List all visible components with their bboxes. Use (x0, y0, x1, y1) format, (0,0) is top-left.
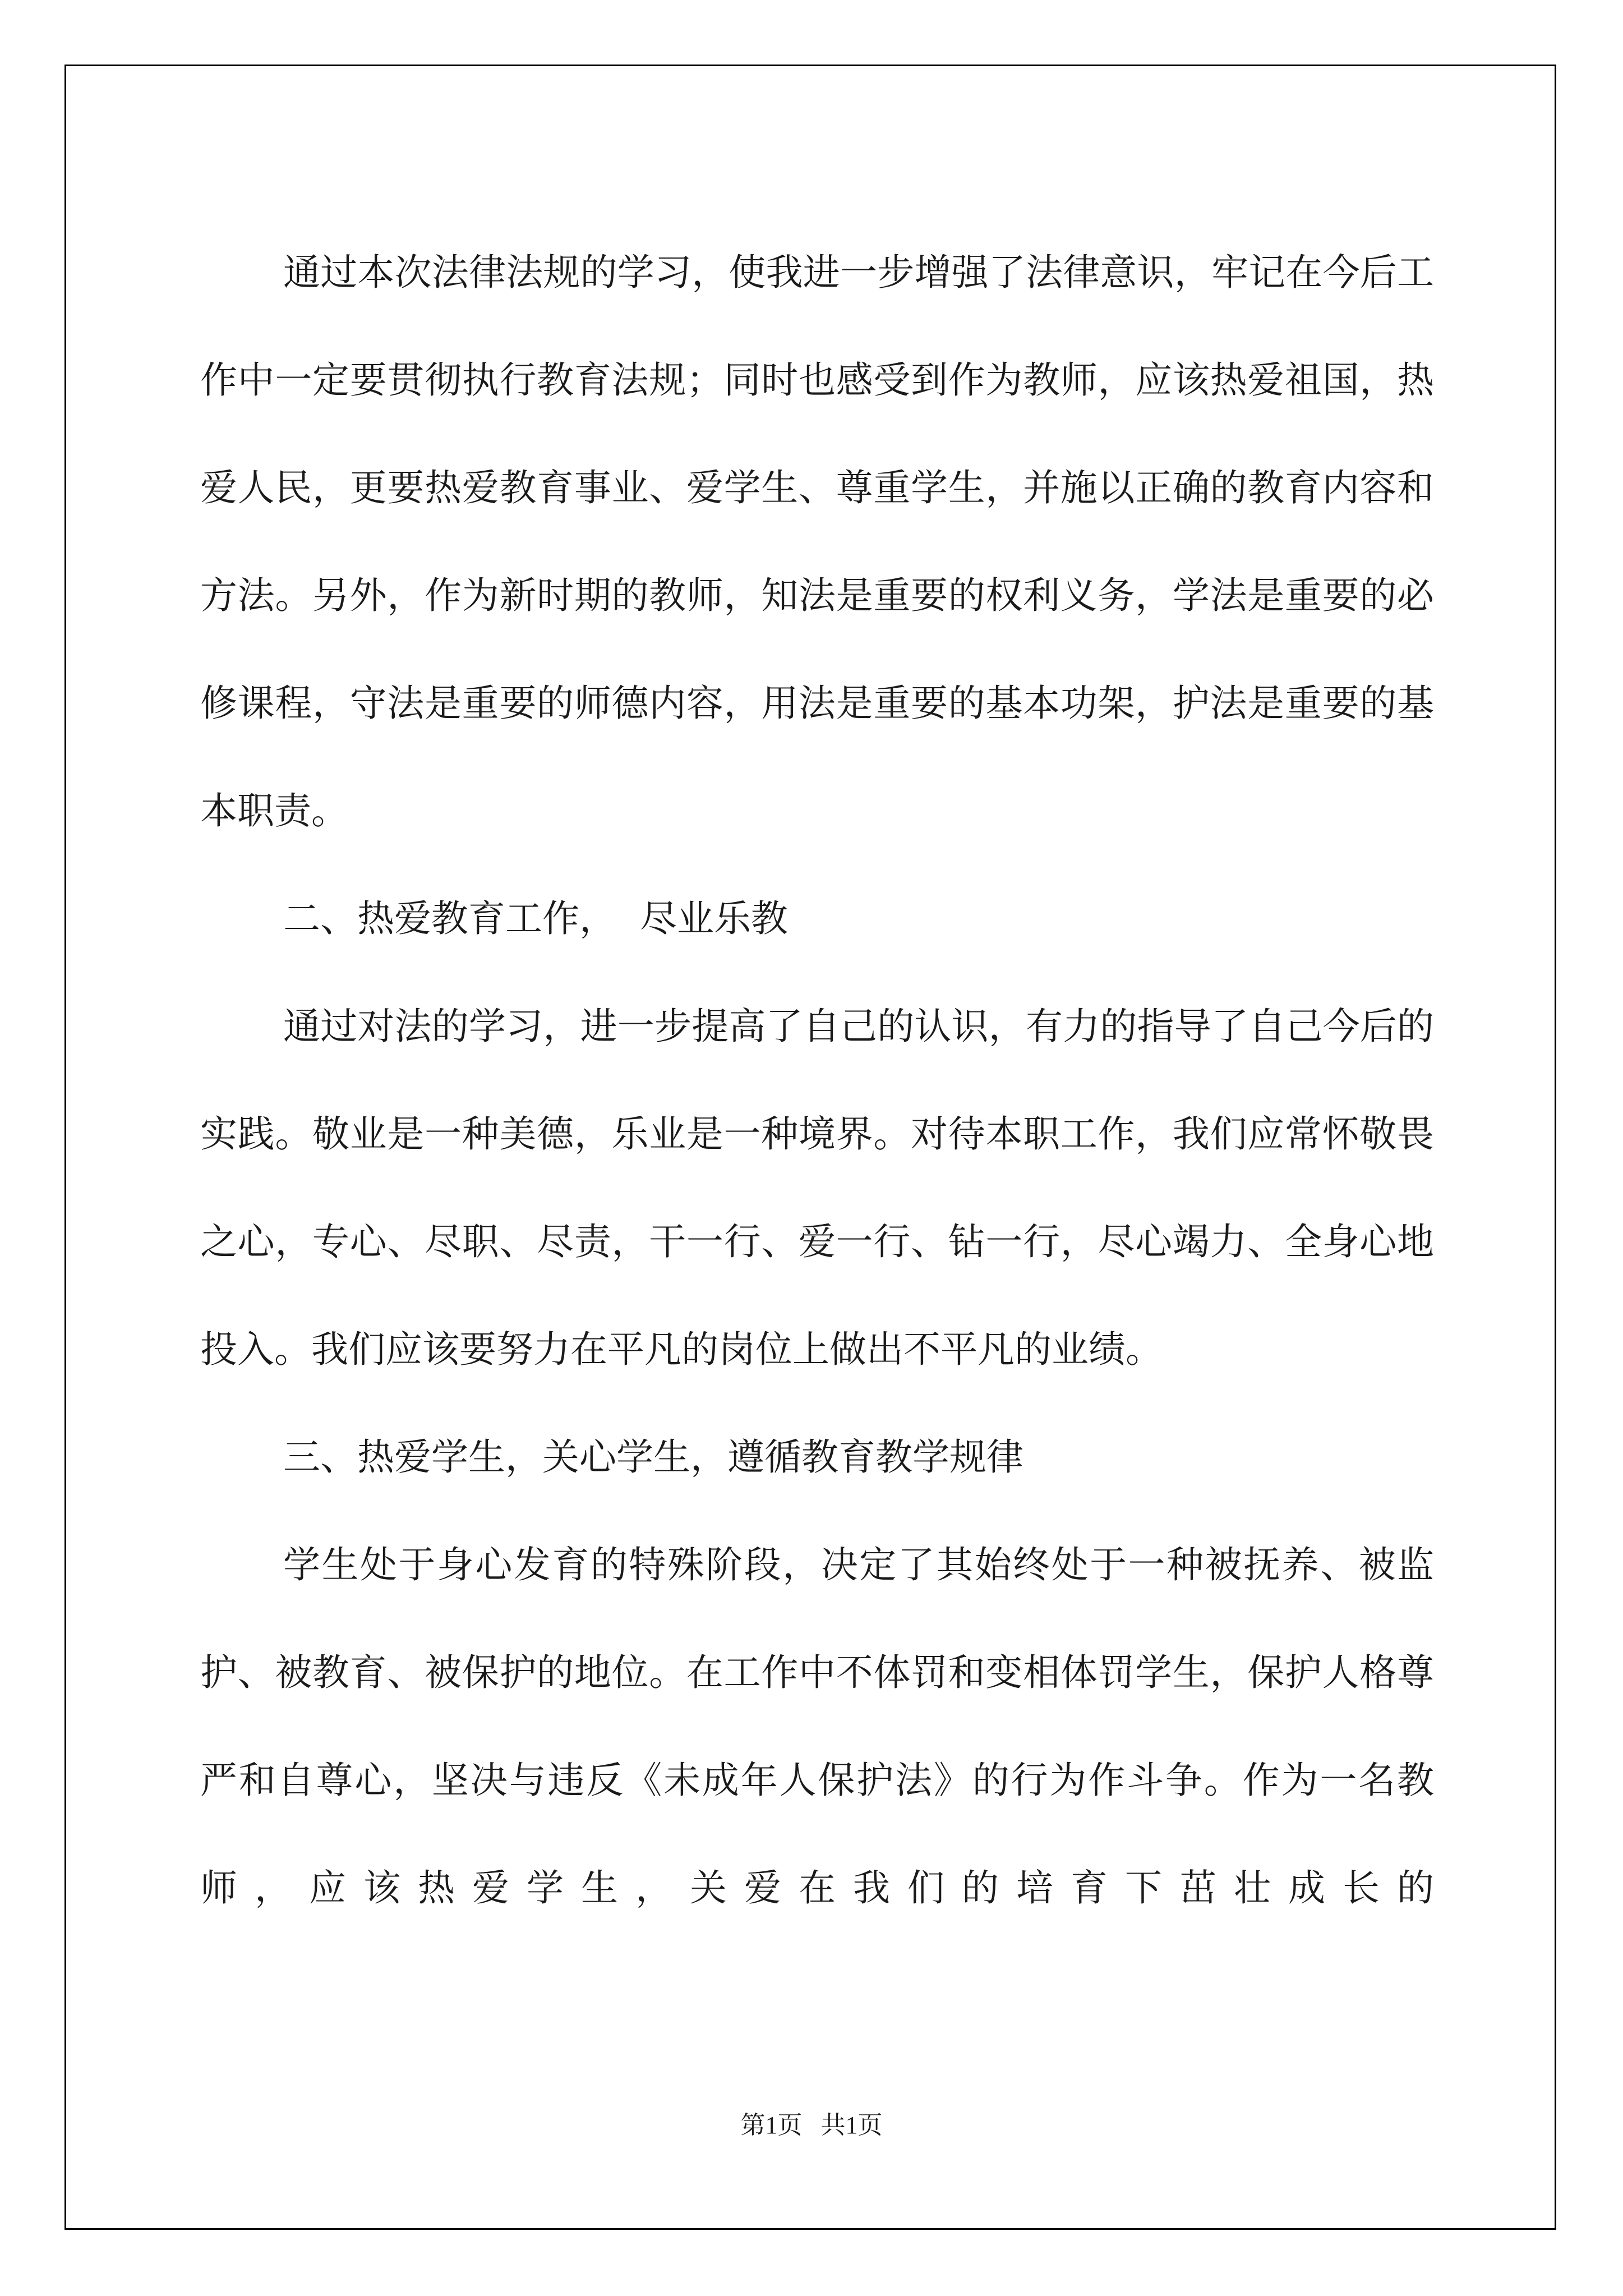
section-heading-3: 三、热爱学生，关心学生，遵循教育教学规律 (283, 1435, 1023, 1479)
paragraph-law-study: 通过本次法律法规的学习，使我进一步增强了法律意识，牢记在今后工作中一定要贯彻执行教育法规；同时也感受到作为教师，应该热爱祖国，热爱人民，更要热爱教育事业、爱学生、尊重学生，并施以正确的教育内容和方法。另外，作为新时期的教师，知法是重要的权利义务，学法是重要的必修课程，守法是重要的师德内容，用法是重要的基本功架，护法是重要的基本职责。 (200, 251, 1434, 832)
paragraph-dedication: 通过对法的学习，进一步提高了自己的认识，有力的指导了自己今后的实践。敬业是一种美德，乐业是一种境界。对待本职工作，我们应常怀敬畏之心，专心、尽职、尽责，干一行、爱一行、钻一行，尽心竭力、全身心地投入。我们应该要努力在平凡的岗位上做出不平凡的业绩。 (200, 1005, 1434, 1371)
paragraph-care-students: 学生处于身心发育的特殊阶段，决定了其始终处于一种被抚养、被监护、被教育、被保护的地位。在工作中不体罚和变相体罚学生，保护人格尊严和自尊心，坚决与违反《未成年人保护法》的行为作斗争。作为一名教师，应该热爱学生，关爱在我们的培育下茁壮成长的 (200, 1543, 1434, 1910)
section-heading-2: 二、热爱教育工作， 尽业乐教 (283, 897, 788, 940)
page-number-footer: 第1页 共1页 (740, 2111, 883, 2139)
document-body (200, 219, 1434, 1942)
